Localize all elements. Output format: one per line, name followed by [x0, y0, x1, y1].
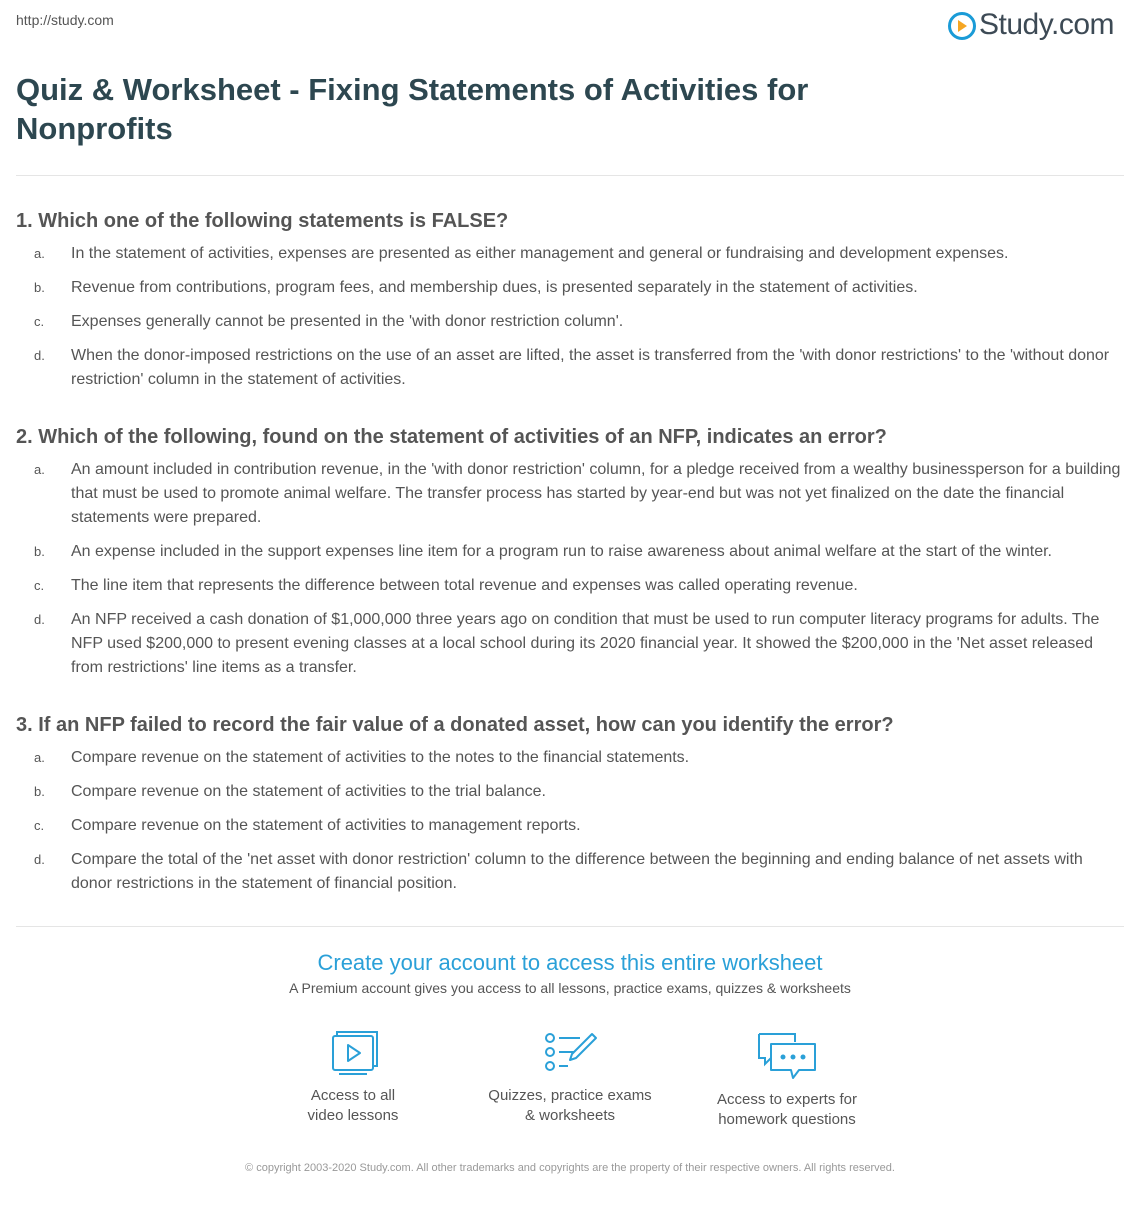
feature-quizzes	[462, 1030, 679, 1130]
answer-option	[16, 310, 1124, 334]
option-text: Compare revenue on the statement of activities to the trial balance.	[71, 783, 546, 800]
answer-option	[16, 608, 1124, 680]
option-letter: d.	[34, 612, 45, 627]
option-letter: a.	[34, 750, 45, 765]
option-letter: c.	[34, 578, 45, 593]
answer-option	[16, 746, 1124, 770]
option-letter: c.	[34, 818, 45, 833]
feature-label: video lessons	[307, 1107, 399, 1124]
signup-cta	[0, 948, 1140, 996]
feature-experts	[679, 1030, 896, 1130]
answer-option	[16, 848, 1124, 896]
option-text: Revenue from contributions, program fees, and membership dues, is presented separately in the statement of activities.	[71, 279, 918, 296]
cta-divider	[16, 926, 1124, 927]
source-url[interactable]: http://study.com	[16, 12, 114, 28]
option-letter: c.	[34, 314, 45, 329]
cta-subtitle: A Premium account gives you access to all lessons, practice exams, quizzes & worksheets	[289, 980, 851, 996]
header-divider	[16, 175, 1124, 176]
option-letter: d.	[34, 852, 45, 867]
quiz-checklist-icon	[542, 1030, 598, 1078]
option-text: Compare revenue on the statement of activities to management reports.	[71, 817, 581, 834]
play-logo-icon	[948, 12, 976, 40]
logo-text: Study.com	[979, 8, 1114, 41]
option-letter: a.	[34, 246, 45, 261]
expert-chat-icon	[755, 1030, 819, 1082]
answer-option	[16, 574, 1124, 598]
cta-title-link[interactable]: Create your account to access this entire worksheet	[317, 950, 823, 975]
video-lessons-icon	[325, 1030, 381, 1078]
copyright-text: © copyright 2003-2020 Study.com. All other trademarks and copyrights are the property of their respective owners. All rights reserved.	[245, 1162, 895, 1174]
answer-option	[16, 458, 1124, 530]
answer-option	[16, 242, 1124, 266]
option-text: Expenses generally cannot be presented in the 'with donor restriction column'.	[71, 313, 624, 330]
option-letter: b.	[34, 280, 45, 295]
question-2	[16, 424, 1124, 690]
option-text: Compare the total of the 'net asset with donor restriction' column to the difference between the beginning and ending balance of net assets with donor restrictions in the statement of financial position.	[71, 851, 1083, 892]
feature-label: Quizzes, practice exams	[488, 1087, 652, 1104]
feature-label: Access to all	[310, 1087, 396, 1104]
option-letter: d.	[34, 348, 45, 363]
premium-features	[0, 1030, 1140, 1130]
answer-option	[16, 344, 1124, 392]
option-text: An NFP received a cash donation of $1,000,000 three years ago on condition that must be used to run computer literacy programs for adults. The NFP used $200,000 to present evening classes at a local school during its 2020 financial year. It showed the $200,000 in the 'Net asset released from restrictions' line items as a transfer.	[71, 611, 1100, 676]
question-title: 3. If an NFP failed to record the fair value of a donated asset, how can you identify the error?	[16, 714, 894, 736]
option-text: When the donor-imposed restrictions on the use of an asset are lifted, the asset is transferred from the 'with donor restrictions' to the 'without donor restriction' column in the statement of activities.	[71, 347, 1110, 388]
copyright-footer	[0, 1160, 1140, 1177]
question-title: 2. Which of the following, found on the statement of activities of an NFP, indicates an error?	[16, 426, 887, 448]
option-letter: a.	[34, 462, 45, 477]
option-text: An expense included in the support expenses line item for a program run to raise awareness about animal welfare at the start of the winter.	[71, 543, 1052, 560]
question-3	[16, 712, 1124, 906]
page-title: Quiz & Worksheet - Fixing Statements of Activities for Nonprofits	[16, 72, 809, 146]
feature-label: homework questions	[718, 1111, 856, 1128]
option-letter: b.	[34, 784, 45, 799]
option-text: Compare revenue on the statement of activities to the notes to the financial statements.	[71, 749, 690, 766]
answer-option	[16, 814, 1124, 838]
question-title: 1. Which one of the following statements is FALSE?	[16, 210, 509, 232]
answer-option	[16, 540, 1124, 564]
option-text: The line item that represents the difference between total revenue and expenses was called operating revenue.	[71, 577, 858, 594]
answer-option	[16, 276, 1124, 300]
option-text: An amount included in contribution revenue, in the 'with donor restriction' column, for a pledge received from a wealthy businessperson for a building that must be used to promote animal welfare. The transfer process has started by year-end but was not yet finalized on the date the financial statements were prepared.	[71, 461, 1121, 526]
option-letter: b.	[34, 544, 45, 559]
feature-label: Access to experts for	[716, 1091, 858, 1108]
feature-video-lessons	[245, 1030, 462, 1130]
study-com-logo[interactable]	[948, 8, 1114, 42]
option-text: In the statement of activities, expenses are presented as either management and general or fundraising and development expenses.	[71, 245, 1009, 262]
answer-option	[16, 780, 1124, 804]
feature-label: & worksheets	[524, 1107, 616, 1124]
question-1	[16, 208, 1124, 402]
